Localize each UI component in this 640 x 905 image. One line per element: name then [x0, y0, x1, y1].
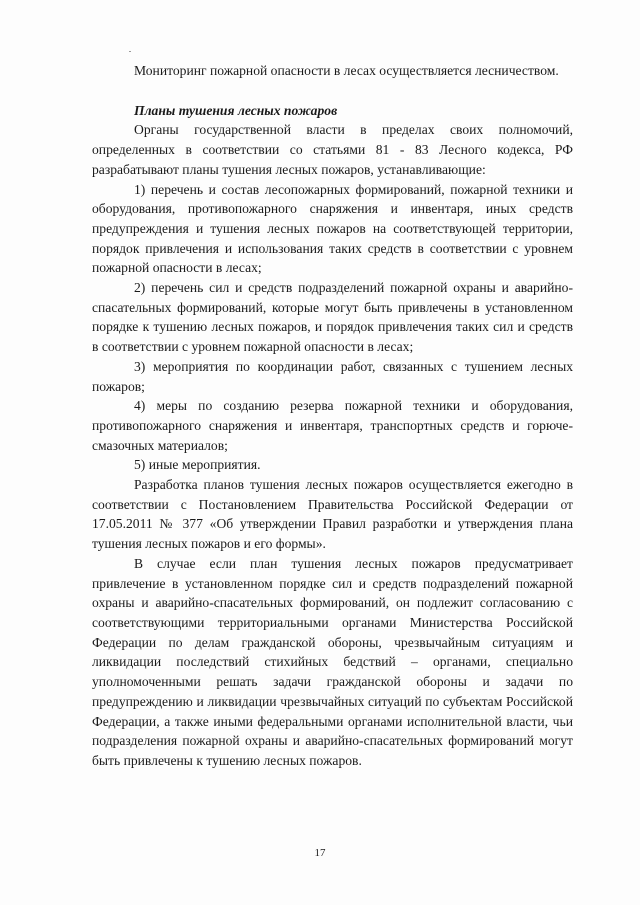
paragraph-monitoring: Мониторинг пожарной опасности в лесах осуществляется лесничеством. — [134, 63, 559, 78]
paragraph-coordination: В случае если план тушения лесных пожаров предусматривает привлечение в установленном порядке сил и средств подразделений пожарной охраны и аварийно-спасательных формирований, он подлежит согласованию с соответствующими территориальными органами Министерства Российской Федерации по делам гражданской обороны, чрезвычайным ситуациям и ликвидации последствий стихийных бедствий – органами, специально уполномоченными решать задачи гражданской обороны и задачи по предупреждению и ликвидации чрезвычайных ситуаций по субъектам Российской Федерации, а также иными федеральными органами исполнительной власти, чьи подразделения пожарной охраны и аварийно-спасательных формирований могут быть привлечены к тушению лесных пожаров. — [92, 555, 573, 768]
paragraph-intro: Органы государственной власти в пределах своих полномочий, определенных в соответствии со статьями 81 - 83 Лесного кодекса, РФ разрабатывают планы тушения лесных пожаров, устанавливающие: — [92, 122, 573, 177]
section-gap — [92, 81, 573, 101]
paragraph-development: Разработка планов тушения лесных пожаров осуществляется ежегодно в соответствии с Постановлением Правительства Российской Федерации от 17.05.2011 № 377 «Об утверждении Правил разработки и утверждения плана тушения лесных пожаров и его формы». — [92, 477, 573, 552]
list-item-1: 1) перечень и состав лесопожарных формирований, пожарной техники и оборудования, противопожарного снаряжения и инвентаря, иных средств предупреждения и тушения лесных пожаров на соответствующей территории, порядок привлечения и использования таких средств в соответствии с уровнем пожарной опасности в лесах; — [92, 181, 573, 276]
scan-speck — [129, 51, 131, 52]
list-item-4: 4) меры по созданию резерва пожарной техники и оборудования, противопожарного снаряжения и инвентаря, транспортных средств и горюче-смазочных материалов; — [92, 398, 573, 453]
list-item-2: 2) перечень сил и средств подразделений пожарной охраны и аварийно-спасательных формирований, которые могут быть привлечены в установленном порядке к тушению лесных пожаров, и порядок привлечения таких сил и средств в соответствии с уровнем пожарной опасности в лесах; — [92, 280, 573, 355]
list-item-3: 3) мероприятия по координации работ, связанных с тушением лесных пожаров; — [92, 358, 573, 394]
page-number: 17 — [314, 847, 326, 859]
section-heading: Планы тушения лесных пожаров — [134, 102, 338, 118]
list-item-5: 5) иные мероприятия. — [134, 457, 261, 473]
page-body — [92, 61, 573, 771]
